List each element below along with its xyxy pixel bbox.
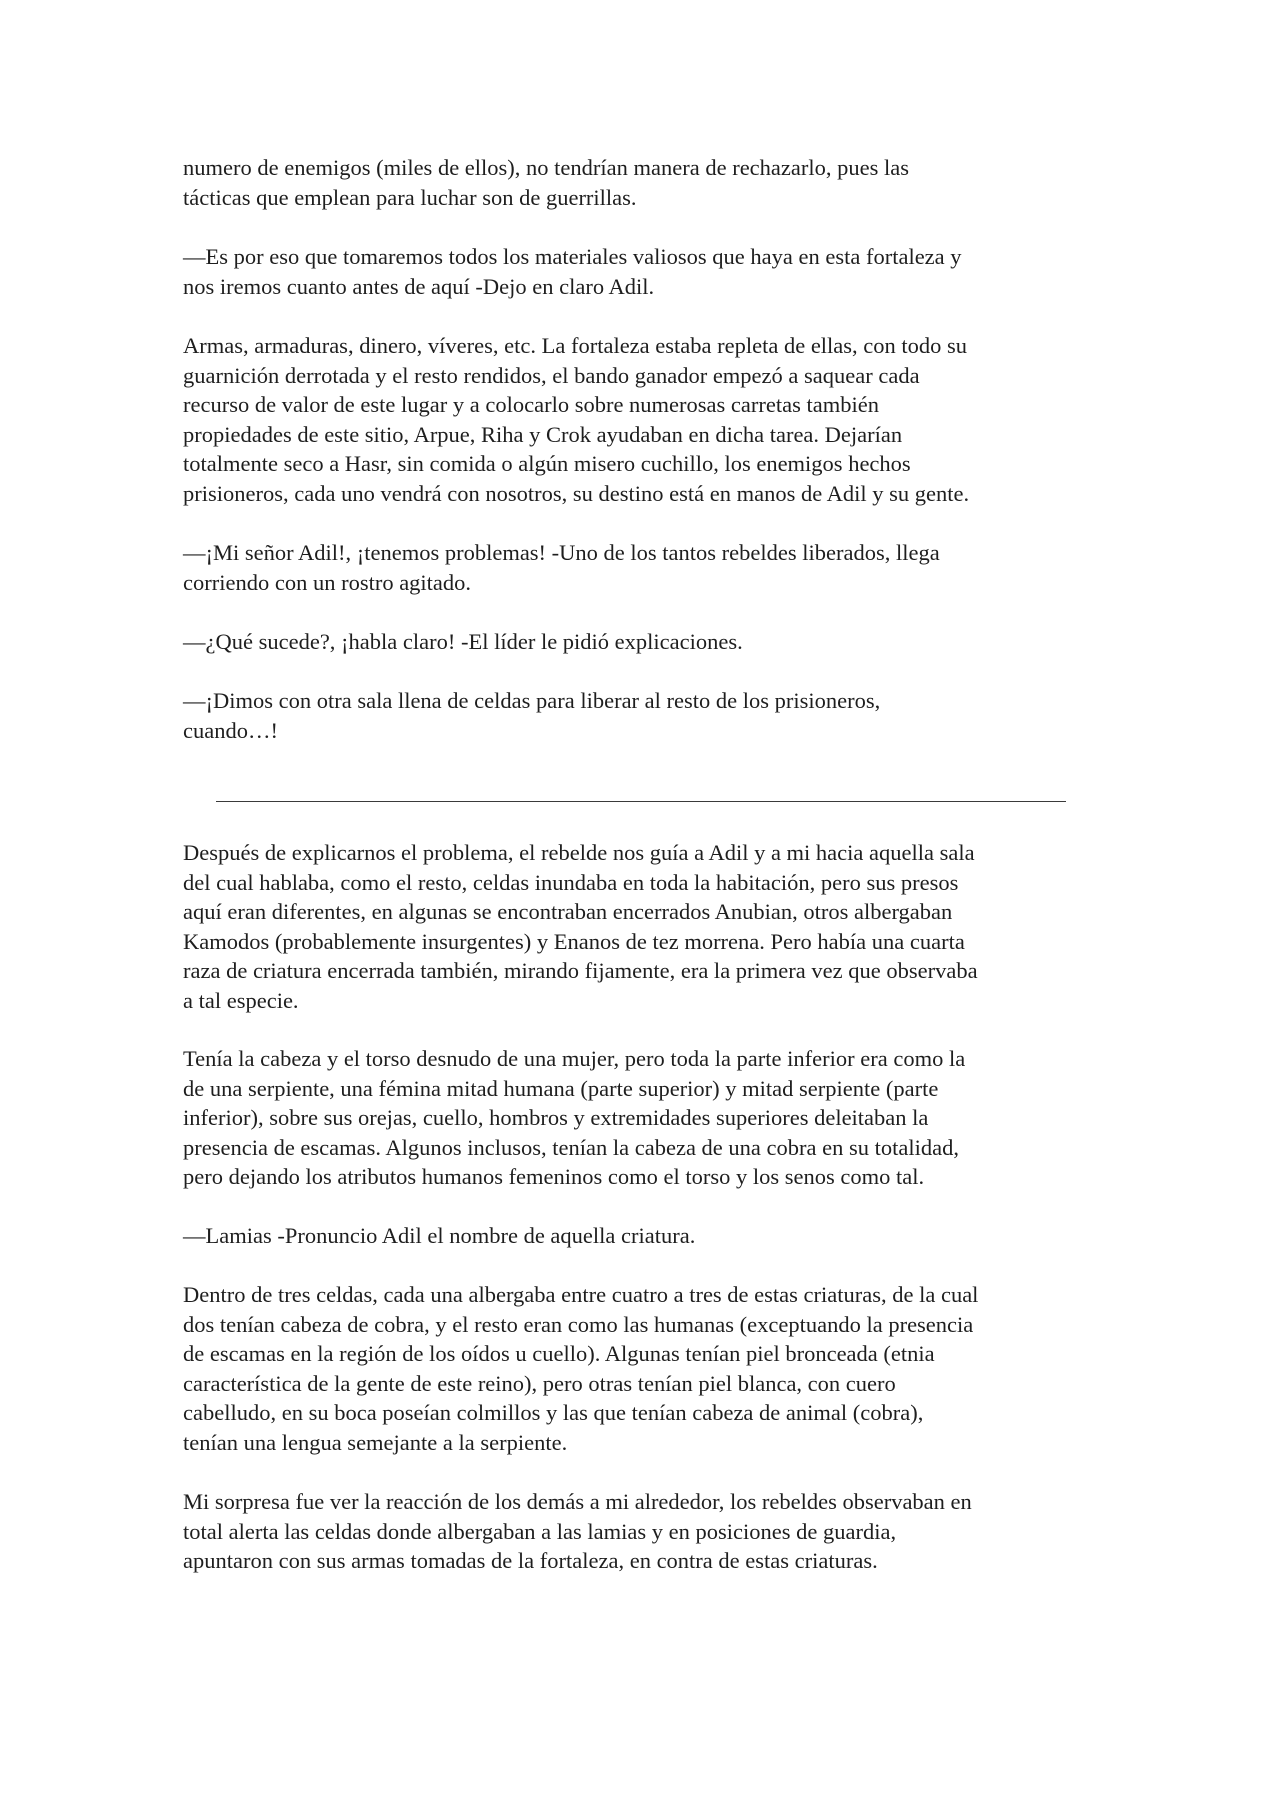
paragraph: Después de explicarnos el problema, el rebelde nos guía a Adil y a mi hacia aquella sala del cual hablaba, como el resto, celdas inundaba en toda la habitación, pero sus presos aquí eran diferentes, en algunas se encontraban encerrados Anubian, otros albergaban Kamodos (probablemente insurgentes) y Enanos de tez morrena. Pero había una cuarta raza de criatura encerrada también, mirando fijamente, era la primera vez que observaba a tal especie. bbox=[183, 840, 978, 1013]
paragraph: Tenía la cabeza y el torso desnudo de una mujer, pero toda la parte inferior era como la de una serpiente, una fémina mitad humana (parte superior) y mitad serpiente (parte inferior), sobre sus orejas, cuello, hombros y extremidades superiores deleitaban la presencia de escamas. Algunos inclusos, tenían la cabeza de una cobra en su totalidad, pero dejando los atributos humanos femeninos como el torso y los senos como tal. bbox=[183, 1046, 966, 1190]
paragraph: —¡Mi señor Adil!, ¡tenemos problemas! -Uno de los tantos rebeldes liberados, llega corriendo con un rostro agitado. bbox=[183, 540, 940, 595]
paragraph: —¿Qué sucede?, ¡habla claro! -El líder le pidió explicaciones. bbox=[183, 629, 743, 654]
paragraph: Armas, armaduras, dinero, víveres, etc. La fortaleza estaba repleta de ellas, con todo su guarnición derrotada y el resto rendidos, el bando ganador empezó a saquear cada recurso de valor de este lugar y a colocarlo sobre numerosas carretas también propiedades de este sitio, Arpue, Riha y Crok ayudaban en dicha tarea. Dejarían totalmente seco a Hasr, sin comida o algún misero cuchillo, los enemigos hechos prisioneros, cada uno vendrá con nosotros, su destino está en manos de Adil y su gente. bbox=[183, 333, 970, 506]
paragraph: Mi sorpresa fue ver la reacción de los demás a mi alrededor, los rebeldes observaban en total alerta las celdas donde albergaban a las lamias y en posiciones de guardia, apuntaron con sus armas tomadas de la fortaleza, en contra de estas criaturas. bbox=[183, 1489, 972, 1574]
paragraph: —¡Dimos con otra sala llena de celdas para liberar al resto de los prisioneros, cuando…! bbox=[183, 688, 881, 743]
paragraph: numero de enemigos (miles de ellos), no tendrían manera de rechazarlo, pues las tácticas que emplean para luchar son de guerrillas. bbox=[183, 155, 909, 210]
paragraph: —Lamias -Pronuncio Adil el nombre de aquella criatura. bbox=[183, 1223, 696, 1248]
paragraph: Dentro de tres celdas, cada una albergaba entre cuatro a tres de estas criaturas, de la cual dos tenían cabeza de cobra, y el resto eran como las humanas (exceptuando la presencia de escamas en la región de los oídos u cuello). Algunas tenían piel bronceada (etnia característica de la gente de este reino), pero otras tenían piel blanca, con cuero cabelludo, en su boca poseían colmillos y las que tenían cabeza de animal (cobra), tenían una lengua semejante a la serpiente. bbox=[183, 1282, 979, 1455]
paragraph: —Es por eso que tomaremos todos los materiales valiosos que haya en esta fortaleza y nos iremos cuanto antes de aquí -Dejo en claro Adil. bbox=[183, 244, 962, 299]
section-divider bbox=[216, 801, 1066, 802]
